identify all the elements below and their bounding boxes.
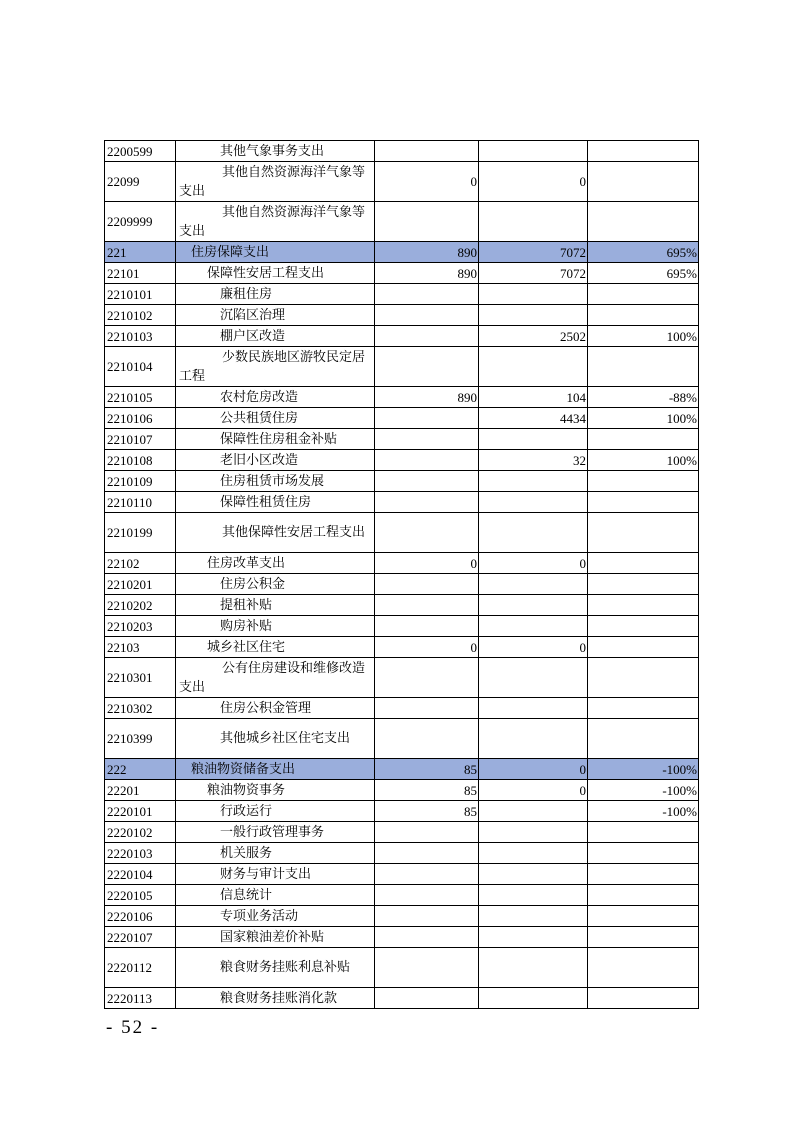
prior-year-value-cell: [375, 616, 479, 637]
prior-year-value-cell: [375, 948, 479, 988]
current-year-value-cell: 0: [479, 759, 588, 780]
table-row: [105, 513, 699, 553]
prior-year-value-cell: [375, 305, 479, 326]
subject-code-cell: 2210107: [105, 429, 176, 450]
growth-rate-cell: [588, 429, 699, 450]
subject-name-cell: 沉陷区治理: [176, 305, 375, 326]
subject-name-cell: 公有住房建设和维修改造支出: [176, 658, 375, 698]
table-row: [105, 347, 699, 387]
subject-name-cell: 廉租住房: [176, 284, 375, 305]
subject-name-cell: 机关服务: [176, 843, 375, 864]
prior-year-value-cell: [375, 450, 479, 471]
subject-code-cell: 2210202: [105, 595, 176, 616]
subject-code-cell: 2210102: [105, 305, 176, 326]
current-year-value-cell: 104: [479, 387, 588, 408]
prior-year-value-cell: [375, 864, 479, 885]
subject-code-cell: 2210199: [105, 513, 176, 553]
current-year-value-cell: [479, 719, 588, 759]
table-row: [105, 780, 699, 801]
subject-name-cell: 其他气象事务支出: [176, 141, 375, 162]
growth-rate-cell: -100%: [588, 759, 699, 780]
prior-year-value-cell: 890: [375, 242, 479, 263]
prior-year-value-cell: [375, 492, 479, 513]
subject-name-cell: 粮食财务挂账消化款: [176, 988, 375, 1009]
table-row: [105, 822, 699, 843]
current-year-value-cell: [479, 202, 588, 242]
prior-year-value-cell: [375, 927, 479, 948]
current-year-value-cell: [479, 595, 588, 616]
prior-year-value-cell: [375, 347, 479, 387]
current-year-value-cell: [479, 948, 588, 988]
table-row: [105, 471, 699, 492]
table-row: [105, 948, 699, 988]
growth-rate-cell: 695%: [588, 263, 699, 284]
growth-rate-cell: 100%: [588, 450, 699, 471]
current-year-value-cell: [479, 305, 588, 326]
subject-name-cell: 购房补贴: [176, 616, 375, 637]
table-row: [105, 595, 699, 616]
subject-code-cell: 22099: [105, 162, 176, 202]
subject-code-cell: 2200599: [105, 141, 176, 162]
current-year-value-cell: [479, 927, 588, 948]
subject-name-cell: 其他自然资源海洋气象等支出: [176, 202, 375, 242]
subject-name-cell: 粮食财务挂账利息补贴: [176, 948, 375, 988]
growth-rate-cell: [588, 988, 699, 1009]
subject-name-cell: 粮油物资储备支出: [176, 759, 375, 780]
prior-year-value-cell: 0: [375, 553, 479, 574]
prior-year-value-cell: 890: [375, 263, 479, 284]
subject-code-cell: 2210201: [105, 574, 176, 595]
budget-table-body: [105, 141, 699, 1009]
table-row: [105, 864, 699, 885]
subject-code-cell: 2210203: [105, 616, 176, 637]
subject-name-cell: 老旧小区改造: [176, 450, 375, 471]
growth-rate-cell: 695%: [588, 242, 699, 263]
current-year-value-cell: [479, 513, 588, 553]
subject-code-cell: 2220102: [105, 822, 176, 843]
current-year-value-cell: 0: [479, 637, 588, 658]
growth-rate-cell: [588, 948, 699, 988]
subject-name-cell: 住房保障支出: [176, 242, 375, 263]
prior-year-value-cell: [375, 284, 479, 305]
prior-year-value-cell: [375, 658, 479, 698]
subject-name-cell: 保障性安居工程支出: [176, 263, 375, 284]
subject-code-cell: 2210103: [105, 326, 176, 347]
table-row: [105, 492, 699, 513]
table-row: [105, 885, 699, 906]
prior-year-value-cell: 85: [375, 780, 479, 801]
growth-rate-cell: -88%: [588, 387, 699, 408]
current-year-value-cell: [479, 906, 588, 927]
subject-name-cell: 公共租赁住房: [176, 408, 375, 429]
prior-year-value-cell: 85: [375, 759, 479, 780]
current-year-value-cell: [479, 801, 588, 822]
table-row: [105, 616, 699, 637]
category-row: [105, 242, 699, 263]
subject-code-cell: 2210302: [105, 698, 176, 719]
table-row: [105, 141, 699, 162]
table-row: [105, 574, 699, 595]
subject-code-cell: 22103: [105, 637, 176, 658]
growth-rate-cell: -100%: [588, 780, 699, 801]
current-year-value-cell: [479, 658, 588, 698]
current-year-value-cell: 2502: [479, 326, 588, 347]
subject-name-cell: 粮油物资事务: [176, 780, 375, 801]
growth-rate-cell: [588, 162, 699, 202]
prior-year-value-cell: [375, 141, 479, 162]
table-row: [105, 305, 699, 326]
growth-rate-cell: [588, 141, 699, 162]
subject-name-cell: 其他城乡社区住宅支出: [176, 719, 375, 759]
subject-code-cell: 22201: [105, 780, 176, 801]
current-year-value-cell: [479, 471, 588, 492]
subject-code-cell: 2209999: [105, 202, 176, 242]
table-row: [105, 326, 699, 347]
table-row: [105, 988, 699, 1009]
prior-year-value-cell: [375, 574, 479, 595]
subject-code-cell: 2220113: [105, 988, 176, 1009]
subject-code-cell: 2210101: [105, 284, 176, 305]
table-row: [105, 387, 699, 408]
table-row: [105, 408, 699, 429]
table-row: [105, 658, 699, 698]
table-row: [105, 450, 699, 471]
page-number: - 52 -: [106, 1017, 160, 1038]
subject-code-cell: 2210105: [105, 387, 176, 408]
subject-code-cell: 22101: [105, 263, 176, 284]
growth-rate-cell: [588, 471, 699, 492]
current-year-value-cell: [479, 843, 588, 864]
current-year-value-cell: 32: [479, 450, 588, 471]
table-row: [105, 927, 699, 948]
current-year-value-cell: [479, 347, 588, 387]
growth-rate-cell: [588, 843, 699, 864]
growth-rate-cell: [588, 513, 699, 553]
current-year-value-cell: 4434: [479, 408, 588, 429]
table-row: [105, 284, 699, 305]
subject-name-cell: 行政运行: [176, 801, 375, 822]
prior-year-value-cell: [375, 429, 479, 450]
growth-rate-cell: [588, 553, 699, 574]
prior-year-value-cell: [375, 513, 479, 553]
current-year-value-cell: [479, 822, 588, 843]
table-row: [105, 719, 699, 759]
growth-rate-cell: 100%: [588, 326, 699, 347]
prior-year-value-cell: [375, 906, 479, 927]
current-year-value-cell: 0: [479, 780, 588, 801]
subject-name-cell: 住房公积金: [176, 574, 375, 595]
prior-year-value-cell: [375, 843, 479, 864]
subject-name-cell: 专项业务活动: [176, 906, 375, 927]
subject-code-cell: 2220101: [105, 801, 176, 822]
prior-year-value-cell: [375, 988, 479, 1009]
budget-table: [104, 140, 699, 1009]
subject-name-cell: 城乡社区住宅: [176, 637, 375, 658]
subject-name-cell: 其他保障性安居工程支出: [176, 513, 375, 553]
prior-year-value-cell: 0: [375, 637, 479, 658]
current-year-value-cell: [479, 988, 588, 1009]
current-year-value-cell: [479, 141, 588, 162]
subject-name-cell: 信息统计: [176, 885, 375, 906]
growth-rate-cell: [588, 284, 699, 305]
subject-code-cell: 2210106: [105, 408, 176, 429]
current-year-value-cell: [479, 885, 588, 906]
subject-name-cell: 保障性租赁住房: [176, 492, 375, 513]
subject-code-cell: 2210104: [105, 347, 176, 387]
growth-rate-cell: [588, 595, 699, 616]
table-row: [105, 202, 699, 242]
growth-rate-cell: 100%: [588, 408, 699, 429]
subject-code-cell: 2210109: [105, 471, 176, 492]
subject-name-cell: 少数民族地区游牧民定居工程: [176, 347, 375, 387]
category-row: [105, 759, 699, 780]
current-year-value-cell: 0: [479, 553, 588, 574]
prior-year-value-cell: [375, 326, 479, 347]
growth-rate-cell: [588, 906, 699, 927]
current-year-value-cell: 0: [479, 162, 588, 202]
prior-year-value-cell: [375, 471, 479, 492]
table-row: [105, 843, 699, 864]
subject-name-cell: 一般行政管理事务: [176, 822, 375, 843]
growth-rate-cell: [588, 864, 699, 885]
growth-rate-cell: [588, 719, 699, 759]
table-row: [105, 801, 699, 822]
subject-code-cell: 2220105: [105, 885, 176, 906]
current-year-value-cell: [479, 284, 588, 305]
subject-name-cell: 农村危房改造: [176, 387, 375, 408]
prior-year-value-cell: [375, 202, 479, 242]
subject-name-cell: 保障性住房租金补贴: [176, 429, 375, 450]
prior-year-value-cell: [375, 698, 479, 719]
current-year-value-cell: [479, 492, 588, 513]
table-row: [105, 162, 699, 202]
prior-year-value-cell: 0: [375, 162, 479, 202]
prior-year-value-cell: 890: [375, 387, 479, 408]
growth-rate-cell: [588, 492, 699, 513]
subject-code-cell: 2220103: [105, 843, 176, 864]
current-year-value-cell: [479, 864, 588, 885]
subject-name-cell: 棚户区改造: [176, 326, 375, 347]
table-row: [105, 429, 699, 450]
prior-year-value-cell: [375, 595, 479, 616]
subject-code-cell: 2210301: [105, 658, 176, 698]
growth-rate-cell: [588, 347, 699, 387]
growth-rate-cell: [588, 927, 699, 948]
subject-name-cell: 住房租赁市场发展: [176, 471, 375, 492]
subject-code-cell: 2210108: [105, 450, 176, 471]
growth-rate-cell: [588, 885, 699, 906]
current-year-value-cell: [479, 616, 588, 637]
growth-rate-cell: [588, 822, 699, 843]
growth-rate-cell: [588, 305, 699, 326]
growth-rate-cell: [588, 202, 699, 242]
prior-year-value-cell: [375, 408, 479, 429]
table-row: [105, 906, 699, 927]
current-year-value-cell: 7072: [479, 263, 588, 284]
growth-rate-cell: -100%: [588, 801, 699, 822]
table-row: [105, 263, 699, 284]
current-year-value-cell: [479, 429, 588, 450]
growth-rate-cell: [588, 637, 699, 658]
table-row: [105, 553, 699, 574]
prior-year-value-cell: [375, 719, 479, 759]
subject-code-cell: 2220112: [105, 948, 176, 988]
subject-code-cell: 222: [105, 759, 176, 780]
subject-code-cell: 2210110: [105, 492, 176, 513]
subject-code-cell: 2210399: [105, 719, 176, 759]
subject-name-cell: 住房公积金管理: [176, 698, 375, 719]
subject-code-cell: 2220106: [105, 906, 176, 927]
subject-name-cell: 提租补贴: [176, 595, 375, 616]
table-row: [105, 637, 699, 658]
subject-name-cell: 其他自然资源海洋气象等支出: [176, 162, 375, 202]
subject-name-cell: 国家粮油差价补贴: [176, 927, 375, 948]
current-year-value-cell: [479, 574, 588, 595]
subject-code-cell: 2220104: [105, 864, 176, 885]
prior-year-value-cell: 85: [375, 801, 479, 822]
subject-code-cell: 22102: [105, 553, 176, 574]
subject-name-cell: 财务与审计支出: [176, 864, 375, 885]
subject-name-cell: 住房改革支出: [176, 553, 375, 574]
current-year-value-cell: 7072: [479, 242, 588, 263]
prior-year-value-cell: [375, 885, 479, 906]
growth-rate-cell: [588, 658, 699, 698]
subject-code-cell: 221: [105, 242, 176, 263]
subject-code-cell: 2220107: [105, 927, 176, 948]
prior-year-value-cell: [375, 822, 479, 843]
current-year-value-cell: [479, 698, 588, 719]
growth-rate-cell: [588, 574, 699, 595]
growth-rate-cell: [588, 698, 699, 719]
table-row: [105, 698, 699, 719]
growth-rate-cell: [588, 616, 699, 637]
